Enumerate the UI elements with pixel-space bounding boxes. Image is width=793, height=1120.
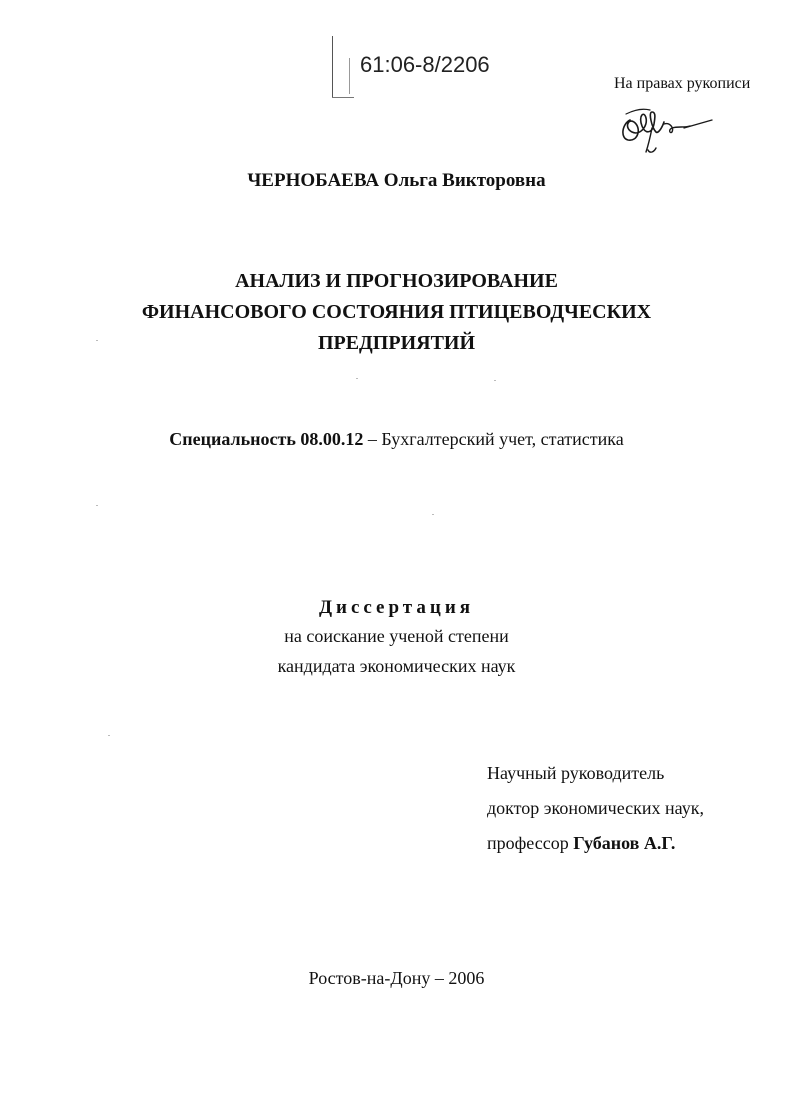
stamp-border-inner xyxy=(349,58,350,94)
title-line: АНАЛИЗ И ПРОГНОЗИРОВАНИЕ xyxy=(235,270,558,292)
scan-speck xyxy=(108,735,110,736)
title-line: ПРЕДПРИЯТИЙ xyxy=(317,332,476,354)
author-given-names: Ольга Викторовна xyxy=(383,170,546,191)
speciality-value: Бухгалтерский учет, статистика xyxy=(381,429,624,449)
dissertation-purpose: на соискание ученой степени xyxy=(284,626,509,646)
stamp-border-bottom xyxy=(332,97,354,98)
advisor-line xyxy=(487,826,704,861)
dissertation-block xyxy=(0,595,793,681)
speciality-label: Специальность 08.00.12 xyxy=(169,429,364,449)
library-code: 61:06-8/2206 xyxy=(360,52,490,77)
signature-icon xyxy=(612,98,722,156)
dissertation-degree: кандидата экономических наук xyxy=(277,656,516,676)
speciality xyxy=(0,429,793,450)
scan-speck xyxy=(432,514,434,515)
rights-note: На правах рукописи xyxy=(614,75,751,92)
advisor-name: Губанов А.Г. xyxy=(573,833,676,853)
scan-speck xyxy=(356,378,358,379)
advisor-role: Научный руководитель xyxy=(487,763,665,783)
dissertation-heading: Диссертация xyxy=(318,597,475,618)
author-name xyxy=(0,170,793,192)
advisor-block xyxy=(487,756,704,861)
scan-speck xyxy=(494,380,496,381)
scan-speck xyxy=(96,505,98,506)
city-year: Ростов-на-Дону – 2006 xyxy=(308,968,485,988)
speciality-dash: – xyxy=(367,429,377,449)
advisor-position: профессор xyxy=(487,833,569,853)
dissertation-title xyxy=(0,266,793,359)
scan-speck xyxy=(96,340,98,341)
author-surname: ЧЕРНОБАЕВА xyxy=(247,170,380,191)
title-line: ФИНАНСОВОГО СОСТОЯНИЯ ПТИЦЕВОДЧЕСКИХ xyxy=(141,301,652,323)
advisor-degree: доктор экономических наук, xyxy=(487,798,704,818)
stamp-border-left xyxy=(332,36,333,98)
